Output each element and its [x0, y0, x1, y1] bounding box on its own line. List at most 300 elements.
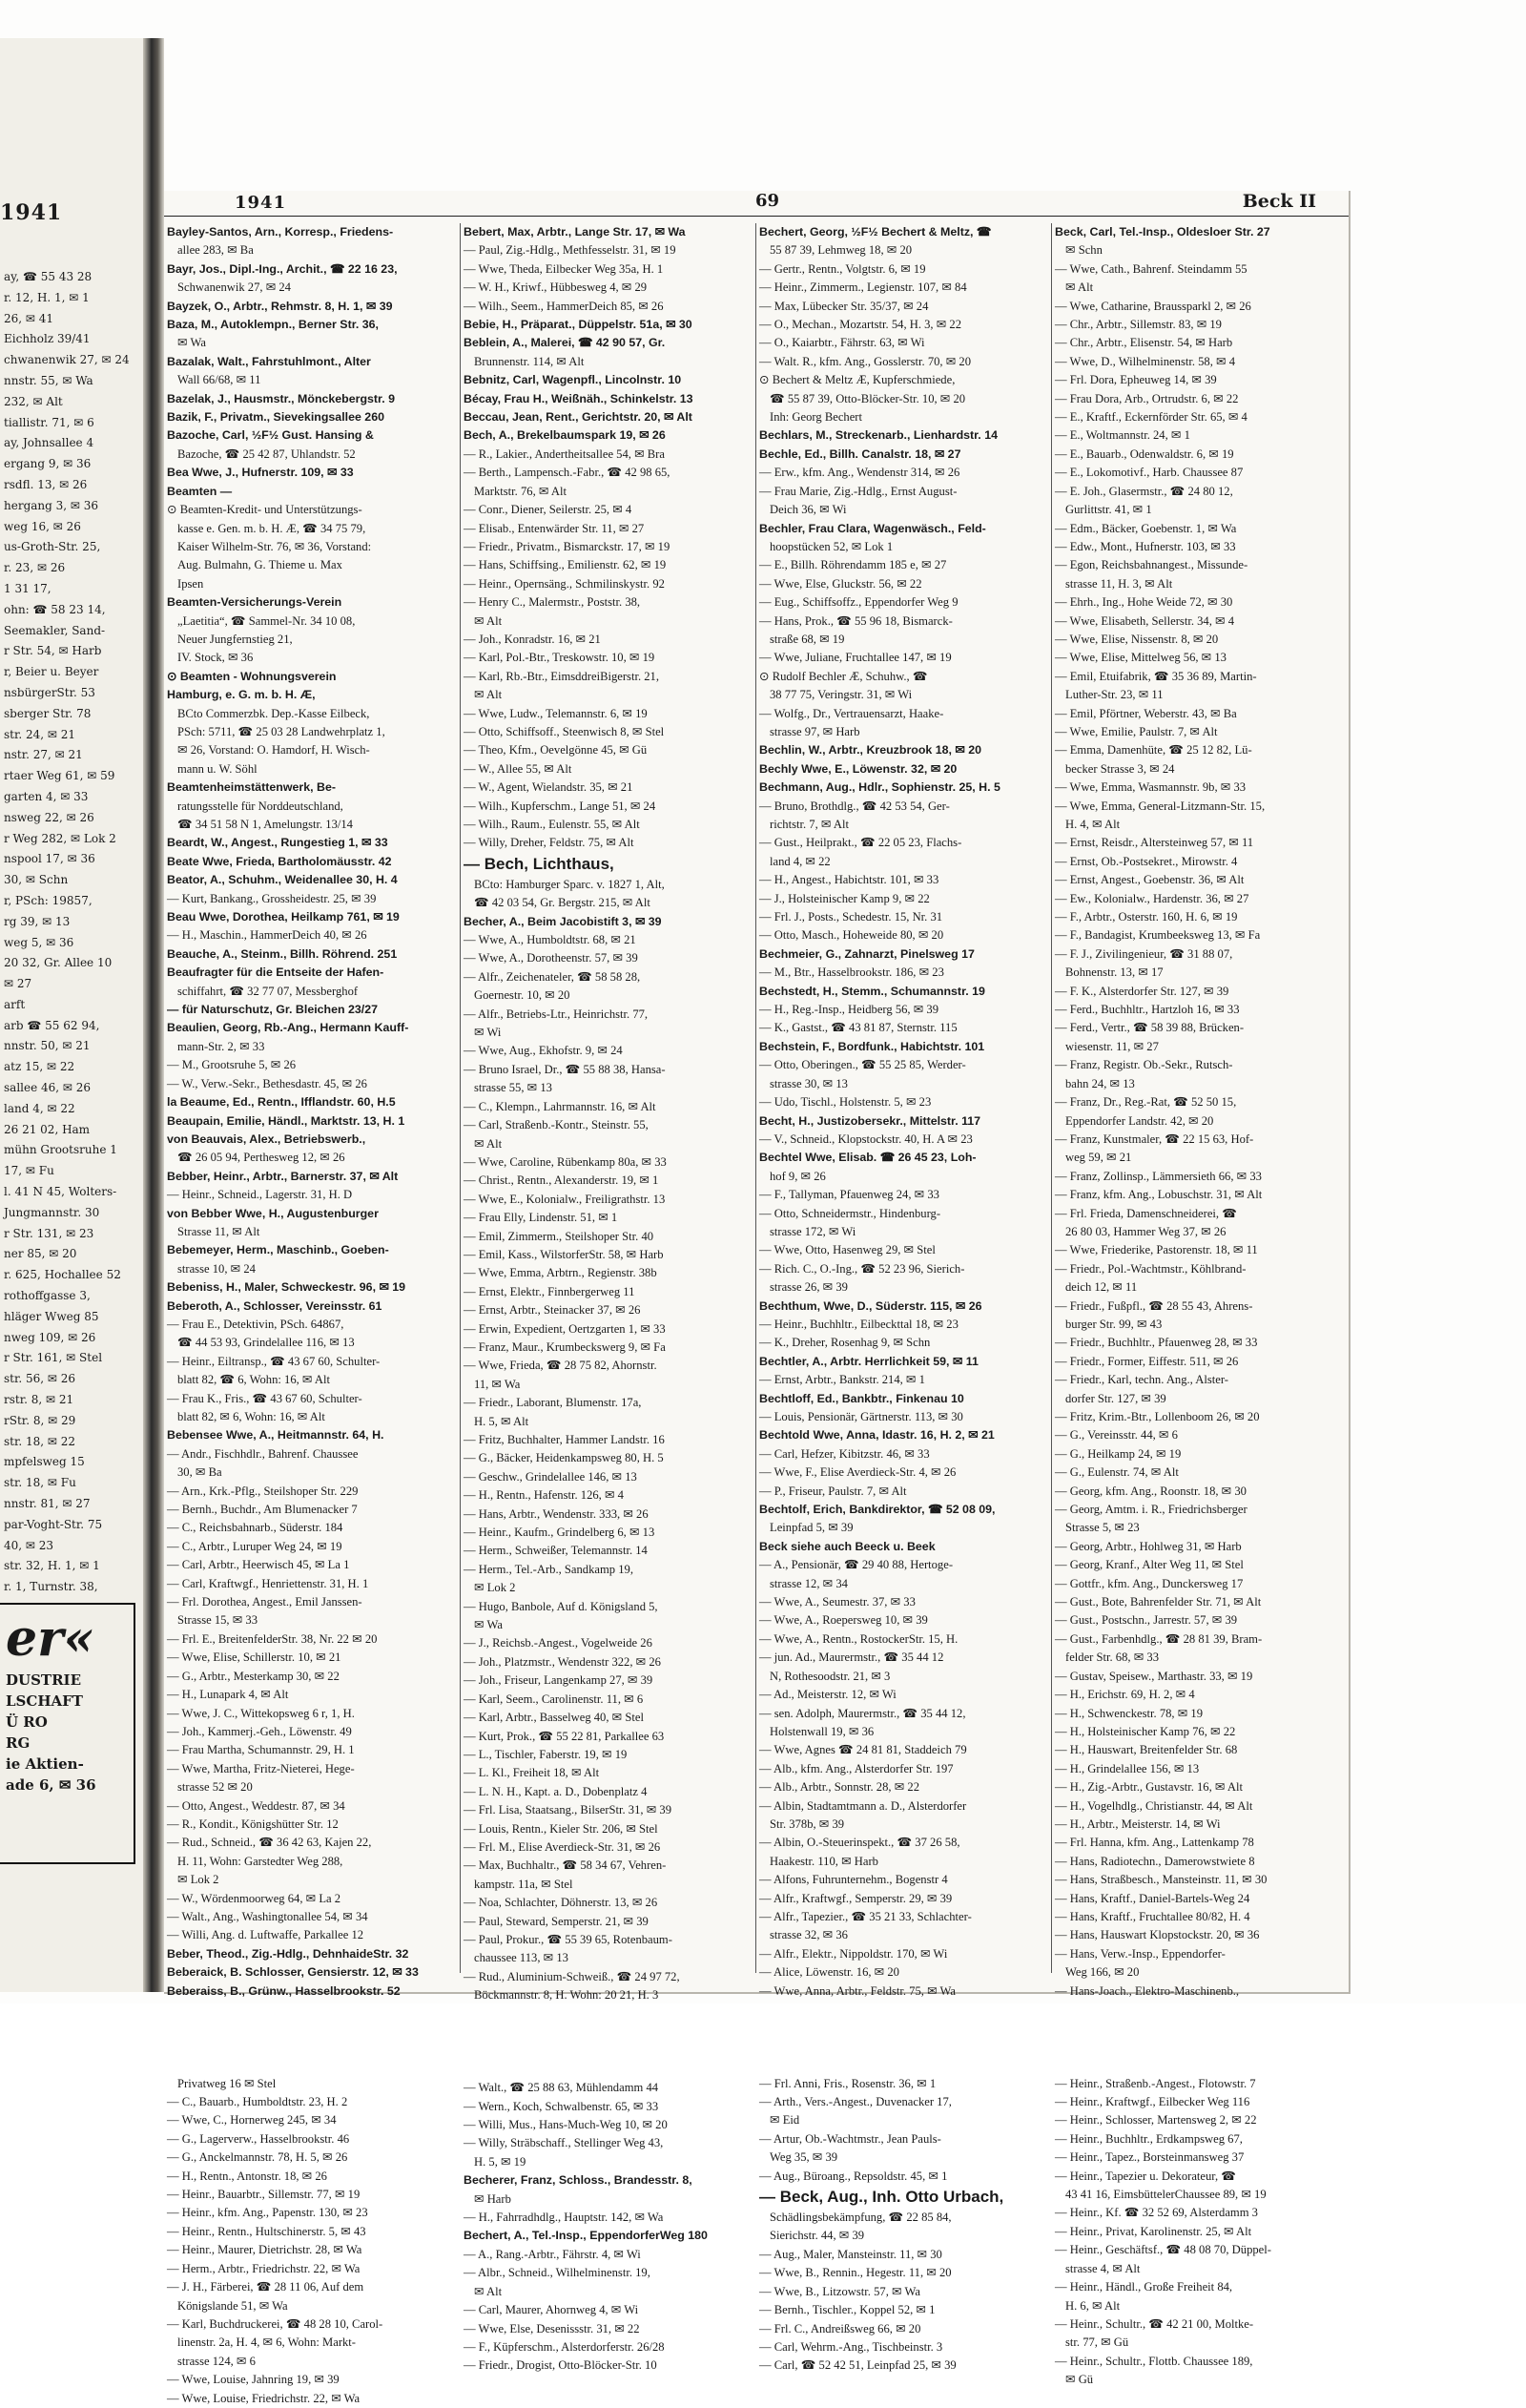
previous-page-line: us-Groth-Str. 25, [4, 540, 101, 554]
directory-entry-line: richtstr. 7, ✉ Alt [770, 818, 849, 831]
directory-entry-line: — Heinr., Kaufm., Grindelberg 6, ✉ 13 [464, 1526, 655, 1540]
page-header [164, 191, 1349, 217]
directory-entry-line: strasse 55, ✉ 13 [474, 1081, 552, 1095]
directory-entry-line: — Noa, Schlachter, Döhnerstr. 13, ✉ 26 [464, 1896, 658, 1910]
directory-column-3 [755, 223, 1052, 2373]
previous-page-line: par-Voght-Str. 75 [4, 1517, 103, 1531]
previous-page-line: nnstr. 50, ✉ 21 [4, 1039, 91, 1053]
directory-entry-line: — Ferd., Vertr., ☎ 58 39 88, Brücken- [1055, 1021, 1245, 1035]
previous-page-line: nnstr. 55, ✉ Wa [4, 373, 93, 387]
directory-entry-line: Beck siehe auch Beeck u. Beek [759, 1539, 936, 1553]
directory-entry-line: Beate Wwe, Frieda, Bartholomäusstr. 42 [167, 854, 392, 868]
directory-entry-line: Leinpfad 5, ✉ 39 [770, 1521, 854, 1535]
directory-entry-line: ⊙ Beamten - Wohnungsverein [167, 669, 337, 683]
directory-entry-line: ☎ 34 51 58 N 1, Amelungstr. 13/14 [177, 818, 353, 831]
directory-entry-line: mann-Str. 2, ✉ 33 [177, 1039, 265, 1053]
directory-entry-line: — Aug., Maler, Mansteinstr. 11, ✉ 30 [759, 2247, 942, 2261]
directory-entry-line: straße 68, ✉ 19 [770, 632, 845, 646]
previous-page-line: weg 5, ✉ 36 [4, 935, 74, 949]
directory-entry-line: — H., Grindelallee 156, ✉ 13 [1055, 1761, 1200, 1775]
previous-page-line: r, Beier u. Beyer [4, 665, 99, 679]
directory-entry-line: — Emil, Etuifabrik, ☎ 35 36 89, Martin- [1055, 669, 1257, 683]
directory-entry-line: — Willy, Dreher, Feldstr. 75, ✉ Alt [464, 836, 634, 850]
directory-entry-line: — Gust., Postschn., Jarrestr. 57, ✉ 39 [1055, 1613, 1238, 1628]
advertisement-logo-text: er« [6, 1609, 94, 1668]
directory-entry-line: H. 11, Wohn: Garstedter Weg 288, [177, 1854, 343, 1868]
directory-entry-line: Neuer Jungfernstieg 21, [177, 632, 293, 646]
directory-entry-line: Bécay, Frau H., Weißnäh., Schinkelstr. 13 [464, 391, 693, 405]
directory-entry-line: — Artur, Ob.-Wachtmstr., Jean Pauls- [759, 2131, 941, 2146]
directory-entry-line: — Frau Marie, Zig.-Hdlg., Ernst August- [759, 484, 958, 498]
directory-entry-line: — Gottfr., kfm. Ang., Dunckersweg 17 [1055, 1576, 1244, 1590]
directory-entry-line: H. 5, ✉ 19 [474, 2154, 526, 2169]
directory-entry-line: Bea Wwe, J., Hufnerstr. 109, ✉ 33 [167, 466, 354, 480]
directory-entry-line: Bazoche, Carl, ½F½ Gust. Hansing & [167, 428, 374, 443]
directory-entry-line: Wall 66/68, ✉ 11 [177, 373, 261, 387]
directory-entry-line: — Paul, Steward, Semperstr. 21, ✉ 39 [464, 1914, 649, 1928]
directory-entry-line: — Wilh., Raum., Eulenstr. 55, ✉ Alt [464, 818, 640, 831]
directory-entry-line: — F. K., Alsterdorfer Str. 127, ✉ 39 [1055, 984, 1229, 998]
previous-page-line: ay, ☎ 55 43 28 [4, 270, 93, 283]
directory-entry-line: — H., Angest., Habichtstr. 101, ✉ 33 [759, 873, 939, 887]
directory-entry-line: — Carl, Arbtr., Heerwisch 45, ✉ La 1 [167, 1558, 350, 1572]
previous-page-line: tiallistr. 71, ✉ 6 [4, 415, 94, 429]
directory-entry-line: Beaupain, Emilie, Händl., Marktstr. 13, H. 1 [167, 1113, 405, 1128]
previous-page-line: weg 16, ✉ 26 [4, 519, 81, 533]
directory-entry-line: Luther-Str. 23, ✉ 11 [1065, 688, 1164, 702]
directory-entry-line: strasse 10, ✉ 24 [177, 1261, 256, 1276]
directory-entry-line: felder Str. 68, ✉ 33 [1065, 1650, 1159, 1665]
directory-column-2 [460, 223, 756, 2373]
directory-entry-line: — für Naturschutz, Gr. Bleichen 23/27 [167, 1003, 379, 1017]
directory-entry-line: — Frl. Lisa, Staatsang., BilserStr. 31, ✉ 39 [464, 1803, 671, 1817]
directory-entry-line: Strasse 5, ✉ 23 [1065, 1521, 1140, 1535]
previous-page-line: l. 41 N 45, Wolters- [4, 1185, 117, 1199]
directory-entry-line: H. 4, ✉ Alt [1065, 818, 1121, 831]
directory-entry-line: — Karl, Buchdruckerei, ☎ 48 28 10, Carol- [167, 2316, 383, 2331]
directory-entry-line: Becht, H., Justizobersekr., Mittelstr. 117 [759, 1113, 981, 1128]
directory-entry-line: strasse 12, ✉ 34 [770, 1576, 848, 1590]
directory-entry-line: — J., Reichsb.-Angest., Vogelweide 26 [464, 1636, 652, 1650]
directory-entry-line: 38 77 75, Veringstr. 31, ✉ Wi [770, 688, 913, 702]
directory-entry-line: 30, ✉ Ba [177, 1465, 222, 1480]
previous-page-line: nspool 17, ✉ 36 [4, 852, 95, 866]
directory-entry-line: becker Strasse 3, ✉ 24 [1065, 761, 1175, 776]
directory-entry-line: mann u. W. Söhl [177, 761, 258, 776]
directory-entry-line: — Georg, Arbtr., Hohlweg 31, ✉ Harb [1055, 1539, 1242, 1553]
directory-entry-line: Bechthum, Wwe, D., Süderstr. 115, ✉ 26 [759, 1298, 982, 1313]
directory-entry-line: — H., Lunapark 4, ✉ Alt [167, 1688, 289, 1702]
previous-page-line: mühn Grootsruhe 1 [4, 1143, 117, 1157]
directory-entry-line: — Frl. Hanna, kfm. Ang., Lattenkamp 78 [1055, 1836, 1254, 1850]
directory-entry-line: — F., Küpferschm., Alsterdorferstr. 26/28 [464, 2339, 665, 2354]
directory-entry-line: kasse e. Gen. m. b. H. Æ, ☎ 34 75 79, [177, 521, 366, 535]
directory-entry-line: Bechstedt, H., Stemm., Schumannstr. 19 [759, 984, 985, 998]
directory-entry-line: Bazalak, Walt., Fahrstuhlmont., Alter [167, 354, 371, 368]
directory-entry-line: — Ferd., Buchhltr., Hartzloh 16, ✉ 33 [1055, 1003, 1240, 1017]
directory-entry-line: ✉ Lok 2 [474, 1581, 516, 1595]
directory-entry-line: Bechler, Frau Clara, Wagenwäsch., Feld- [759, 521, 986, 535]
directory-entry-line: wiesenstr. 11, ✉ 27 [1065, 1039, 1159, 1053]
directory-entry-line: — Frau Dora, Arb., Ortrudstr. 6, ✉ 22 [1055, 391, 1239, 405]
directory-entry-line: — Heinr., kfm. Ang., Papenstr. 130, ✉ 23 [167, 2206, 368, 2220]
directory-entry-line: — V., Schneid., Klopstockstr. 40, H. A ✉ 23 [759, 1131, 973, 1146]
directory-entry-line: Bechly Wwe, E., Löwenstr. 32, ✉ 20 [759, 761, 958, 776]
directory-entry-line: — Wwe, A., Seumestr. 37, ✉ 33 [759, 1595, 916, 1609]
directory-entry-line: Beberoth, A., Schlosser, Vereinsstr. 61 [167, 1298, 382, 1313]
directory-entry-line: Aug. Bulmahn, G. Thieme u. Max [177, 558, 342, 572]
directory-entry-line: weg 59, ✉ 21 [1065, 1151, 1132, 1165]
directory-entry-line: — Ernst, Arbtr., Bankstr. 214, ✉ 1 [759, 1373, 925, 1387]
directory-entry-line: — Wwe, B., Rennin., Hegestr. 11, ✉ 20 [759, 2266, 952, 2280]
directory-entry-line: — Ernst, Reisdr., Altersteinweg 57, ✉ 11 [1055, 836, 1254, 850]
directory-entry-line: — Rud., Aluminium-Schweiß., ☎ 24 97 72, [464, 1969, 680, 1983]
directory-entry-line: Becher, A., Beim Jacobistift 3, ✉ 39 [464, 914, 662, 928]
directory-entry-line: — H., Reg.-Insp., Heidberg 56, ✉ 39 [759, 1003, 939, 1017]
previous-page-line: str. 18, ✉ Fu [4, 1476, 76, 1490]
directory-entry-line: — Max, Lübecker Str. 35/37, ✉ 24 [759, 299, 929, 313]
previous-page-line: arb ☎ 55 62 94, [4, 1018, 100, 1032]
directory-entry-line: — Wwe, Aug., Ekhofstr. 9, ✉ 24 [464, 1044, 623, 1058]
directory-entry-line: — Georg, kfm. Ang., Roonstr. 18, ✉ 30 [1055, 1484, 1247, 1498]
directory-entry-line: — Wilh., Kupferschm., Lange 51, ✉ 24 [464, 799, 656, 813]
directory-entry-line: — Albr., Schneid., Wilhelminenstr. 19, [464, 2266, 650, 2280]
directory-entry-line: — H., Maschin., HammerDeich 40, ✉ 26 [167, 928, 367, 943]
directory-entry-line: Inh: Georg Bechert [770, 410, 862, 425]
directory-entry-line: — Friedr., Laborant, Blumenstr. 17a, [464, 1396, 642, 1410]
directory-entry-line: — Willi, Ang. d. Luftwaffe, Parkallee 12 [167, 1928, 364, 1942]
directory-entry-line: „Laetitia“, ☎ Sammel-Nr. 34 10 08, [177, 613, 356, 628]
directory-entry-line: — Wwe, Else, Desenissstr. 31, ✉ 22 [464, 2321, 640, 2335]
directory-entry-line: — Theo, Kfm., Oevelgönne 45, ✉ Gü [464, 743, 648, 758]
directory-entry-line: — H., Holsteinischer Kamp 76, ✉ 22 [1055, 1724, 1236, 1738]
directory-entry-line: N, Rothesoodstr. 21, ✉ 3 [770, 1669, 891, 1683]
directory-column-1 [164, 223, 460, 2405]
directory-entry-line: — Fritz, Buchhalter, Hammer Landstr. 16 [464, 1433, 665, 1446]
previous-page-line: arft [4, 997, 26, 1011]
directory-entry-line: Brunnenstr. 114, ✉ Alt [474, 354, 585, 368]
previous-page-line: chwanenwik 27, ✉ 24 [4, 353, 130, 367]
directory-entry-line: — Franz, kfm. Ang., Lobuschstr. 31, ✉ Alt [1055, 1188, 1263, 1202]
previous-page-line: rStr. 8, ✉ 29 [4, 1413, 76, 1427]
directory-entry-line: Beber, Theod., Zig.-Hdlg., DehnhaideStr. 32 [167, 1946, 409, 1961]
directory-entry-line: Beck, Carl, Tel.-Insp., Oldesloer Str. 27 [1055, 225, 1270, 239]
previous-page-line: Jungmannstr. 30 [4, 1205, 100, 1219]
directory-entry-line: — Ew., Kolonialw., Hardenstr. 36, ✉ 27 [1055, 891, 1249, 905]
advertisement-lines [0, 1670, 134, 1796]
page-number: 69 [755, 191, 780, 211]
directory-entry-line: — Wwe, Catharine, Braussparkl 2, ✉ 26 [1055, 299, 1251, 313]
previous-page-line: Eichholz 39/41 [4, 332, 91, 346]
directory-entry-line: — Walt., ☎ 25 88 63, Mühlendamm 44 [464, 2081, 659, 2095]
directory-entry-line: — Wwe, Juliane, Fruchtallee 147, ✉ 19 [759, 651, 952, 665]
directory-entry-line: Beau Wwe, Dorothea, Heilkamp 761, ✉ 19 [167, 910, 400, 924]
directory-entry-line: — Otto, Angest., Weddestr. 87, ✉ 34 [167, 1798, 345, 1813]
directory-entry-line: Bebie, H., Präparat., Düppelstr. 51a, ✉ 30 [464, 318, 692, 332]
directory-entry-line: — Alfr., Tapezier., ☎ 35 21 33, Schlachter- [759, 1909, 972, 1923]
previous-page-line: garten 4, ✉ 33 [4, 789, 89, 803]
directory-entry-line: — Wwe, J. C., Wittekopsweg 6 r, 1, H. [167, 1706, 355, 1720]
previous-page-line: ohn: ☎ 58 23 14, [4, 602, 106, 616]
directory-entry-line: — Heinr., Zimmerm., Legienstr. 107, ✉ 84 [759, 280, 967, 295]
directory-entry-line: Strasse 11, ✉ Alt [177, 1224, 260, 1238]
directory-entry-line: — Herm., Tel.-Arb., Sandkamp 19, [464, 1562, 633, 1576]
directory-entry-line: — Ad., Meisterstr. 12, ✉ Wi [759, 1688, 897, 1702]
directory-entry-line: — Wwe, Theda, Eilbecker Weg 35a, H. 1 [464, 261, 664, 276]
directory-entry-line: — Frl. M., Elise Averdieck-Str. 31, ✉ 26 [464, 1839, 661, 1854]
advertisement-box [0, 1603, 135, 1864]
directory-entry-line: — Frl. Dora, Epheuweg 14, ✉ 39 [1055, 373, 1217, 387]
page-year: 1941 [235, 193, 287, 213]
directory-entry-line: — P., Friseur, Paulstr. 7, ✉ Alt [759, 1484, 907, 1498]
advertisement-line: LSCHAFT [6, 1692, 83, 1710]
previous-page-line: r, PSch: 19857, [4, 893, 93, 907]
previous-page-line: r Str. 161, ✉ Stel [4, 1351, 103, 1365]
previous-page-line: r. 1, Turnstr. 38, [4, 1580, 98, 1594]
directory-entry-line: — Wolfg., Dr., Vertrauensarzt, Haake- [759, 706, 944, 720]
directory-entry-line: ✉ Wi [474, 1026, 502, 1040]
directory-entry-line: — Wwe, Emma, General-Litzmann-Str. 15, [1055, 799, 1266, 813]
directory-entry-line: — F., Arbtr., Osterstr. 160, H. 6, ✉ 19 [1055, 910, 1238, 924]
directory-entry-line: — Bernh., Buchdr., Am Blumenacker 7 [167, 1503, 358, 1517]
directory-entry-line: — Wwe, Emma, Wasmannstr. 9b, ✉ 33 [1055, 780, 1247, 795]
directory-entry-line: — Gust., Farbenhdlg., ☎ 28 81 39, Bram- [1055, 1631, 1263, 1646]
previous-page-line: ✉ 27 [4, 977, 32, 991]
directory-entry-line: — Hans, Kraftf., Daniel-Bartels-Weg 24 [1055, 1891, 1250, 1905]
previous-page-lines [4, 267, 137, 1598]
directory-entry-line: — Frau Martha, Schumannstr. 29, H. 1 [167, 1743, 355, 1757]
directory-entry-line: 26 80 03, Hammer Weg 37, ✉ 26 [1065, 1224, 1227, 1238]
directory-entry-line: — C., Arbtr., Luruper Weg 24, ✉ 19 [167, 1539, 342, 1553]
directory-entry-line: Schädlingsbekämpfung, ☎ 22 85 84, [770, 2211, 952, 2225]
directory-entry-line: — Frl. E., BreitenfelderStr. 38, Nr. 22 ✉ 20 [167, 1631, 378, 1646]
directory-entry-line: Beator, A., Schuhm., Weidenallee 30, H. 4 [167, 873, 398, 887]
directory-entry-line: — Egon, Reichsbahnangest., Missunde- [1055, 558, 1248, 572]
directory-entry-line: Bazik, F., Privatm., Sievekingsallee 260 [167, 410, 384, 425]
directory-entry-line: — H., Schwenckestr. 78, ✉ 19 [1055, 1706, 1204, 1720]
directory-entry-line: — Wwe, Elise, Mittelweg 56, ✉ 13 [1055, 651, 1227, 665]
directory-entry-line: — Otto, Oberingen., ☎ 55 25 85, Werder- [759, 1058, 966, 1072]
directory-entry-line: — Alfr., Betriebs-Ltr., Heinrichstr. 77, [464, 1007, 649, 1021]
directory-entry-line: — E., Woltmannstr. 24, ✉ 1 [1055, 428, 1190, 443]
directory-entry-line: — A., Rang.-Arbtr., Fährstr. 4, ✉ Wi [464, 2247, 641, 2261]
directory-entry-line: — Beck, Aug., Inh. Otto Urbach, [759, 2188, 1004, 2207]
directory-entry-line: strasse 26, ✉ 39 [770, 1280, 848, 1295]
directory-entry-line: 55 87 39, Lehmweg 18, ✉ 20 [770, 243, 913, 258]
directory-entry-line: Beblein, A., Malerei, ☎ 42 90 57, Gr. [464, 336, 666, 350]
directory-entry-line: — Louis, Pensionär, Gärtnerstr. 113, ✉ 30 [759, 1410, 963, 1423]
directory-entry-line: — H., Hauswart, Breitenfelder Str. 68 [1055, 1743, 1238, 1757]
directory-entry-line: strasse 11, H. 3, ✉ Alt [1065, 576, 1173, 591]
directory-entry-line: — Eug., Schiffsoffz., Eppendorfer Weg 9 [759, 595, 959, 610]
directory-entry-line: Beamten — [167, 484, 233, 498]
directory-entry-line: — Paul, Zig.-Hdlg., Methfesselstr. 31, ✉ 19 [464, 243, 676, 258]
directory-entry-line: — O., Kaiarbtr., Fährstr. 63, ✉ Wi [759, 336, 925, 350]
directory-entry-line: — Walt., Ang., Washingtonallee 54, ✉ 34 [167, 1909, 368, 1923]
directory-entry-line: — Christ., Rentn., Alexanderstr. 19, ✉ 1 [464, 1173, 659, 1188]
previous-page-line: str. 24, ✉ 21 [4, 727, 76, 741]
directory-entry-line: land 4, ✉ 22 [770, 854, 831, 868]
directory-entry-line: Bayzek, O., Arbtr., Rehmstr. 8, H. 1, ✉ 39 [167, 299, 393, 313]
directory-entry-line: — Bech, Lichthaus, [464, 854, 614, 873]
book-gutter [143, 38, 164, 1992]
directory-entry-line: — Alb., Arbtr., Sonnstr. 28, ✉ 22 [759, 1780, 919, 1795]
directory-entry-line: ✉ Harb [474, 2191, 511, 2206]
directory-entry-line: — Wwe, F., Elise Averdieck-Str. 4, ✉ 26 [759, 1465, 957, 1480]
directory-entry-line: — E., Billh. Röhrendamm 185 e, ✉ 27 [759, 558, 947, 572]
directory-entry-line: — Heinr., Schultr., ☎ 42 21 00, Moltke- [1055, 2316, 1254, 2331]
directory-entry-line: ✉ Lok 2 [177, 1873, 219, 1887]
directory-entry-line: — Friedr., Former, Eiffestr. 511, ✉ 26 [1055, 1354, 1239, 1368]
directory-entry-line: — Willy, Sträbschaff., Stellinger Weg 43, [464, 2136, 664, 2150]
directory-entry-line: Beaufragter für die Entseite der Hafen- [167, 965, 384, 980]
directory-entry-line: Bazelak, J., Hausmstr., Mönckebergstr. 9 [167, 391, 395, 405]
directory-entry-line: — G., Lagerverw., Hasselbrookstr. 46 [167, 2131, 350, 2146]
directory-entry-line: 11, ✉ Wa [474, 1377, 521, 1391]
directory-entry-line: Bechtloff, Ed., Bankbtr., Finkenau 10 [759, 1391, 964, 1405]
directory-entry-line: — C., Reichsbahnarb., Süderstr. 184 [167, 1521, 343, 1535]
directory-entry-line: — Wwe, Agnes ☎ 24 81 81, Staddeich 79 [759, 1743, 967, 1757]
directory-entry-line: — Georg, Amtm. i. R., Friedrichsberger [1055, 1503, 1248, 1517]
directory-entry-line: — Hans, Hauswart Klopstockstr. 20, ✉ 36 [1055, 1928, 1260, 1942]
directory-entry-line: — Wwe, Otto, Hasenweg 29, ✉ Stel [759, 1243, 936, 1257]
directory-entry-line: — J. H., Färberei, ☎ 28 11 06, Auf dem [167, 2280, 364, 2294]
directory-entry-line: — O., Mechan., Mozartstr. 54, H. 3, ✉ 22 [759, 318, 962, 332]
directory-entry-line: ✉ Schn [1065, 243, 1103, 258]
directory-entry-line: — Otto, Schneidermstr., Hindenburg- [759, 1206, 941, 1220]
advertisement-line: ie Aktien- [6, 1755, 84, 1773]
previous-page-line: r Weg 282, ✉ Lok 2 [4, 831, 116, 845]
advertisement-line: Ü RO [6, 1713, 48, 1731]
directory-entry-line: — W. H., Kriwf., Hübbesweg 4, ✉ 29 [464, 280, 648, 295]
advertisement-line: DUSTRIE [6, 1671, 81, 1689]
advertisement-line: ade 6, ✉ 36 [6, 1776, 96, 1794]
previous-page-line: nweg 109, ✉ 26 [4, 1330, 96, 1344]
directory-entry-line: Beauche, A., Steinm., Billh. Röhrend. 251 [167, 946, 398, 961]
directory-entry-line: Bechert, A., Tel.-Insp., EppendorferWeg 180 [464, 2229, 708, 2243]
directory-entry-line: — Otto, Masch., Hoheweide 80, ✉ 20 [759, 928, 944, 943]
previous-page-line: r. 625, Hochallee 52 [4, 1268, 121, 1282]
directory-entry-line: — H., Arbtr., Meisterstr. 14, ✉ Wi [1055, 1816, 1221, 1831]
directory-entry-line: — G., Arbtr., Mesterkamp 30, ✉ 22 [167, 1669, 340, 1683]
directory-entry-line: Bebber, Heinr., Arbtr., Barnerstr. 37, ✉ Alt [167, 1169, 399, 1183]
previous-page-line: 20 32, Gr. Allee 10 [4, 956, 113, 970]
directory-entry-line: — J., Holsteinischer Kamp 9, ✉ 22 [759, 891, 930, 905]
directory-entry-line: von Bebber Wwe, H., Augustenburger [167, 1206, 379, 1220]
directory-entry-line: ⊙ Rudolf Bechler Æ, Schuhw., ☎ [759, 669, 928, 683]
directory-entry-line: Bayr, Jos., Dipl.-Ing., Archit., ☎ 22 16 23, [167, 261, 398, 276]
previous-page-line: str. 56, ✉ 26 [4, 1372, 76, 1386]
directory-entry-line: — Franz, Zollinsp., Lämmersieth 66, ✉ 33 [1055, 1169, 1262, 1183]
directory-entry-line: — Herm., Arbtr., Friedrichstr. 22, ✉ Wa [167, 2261, 361, 2275]
directory-entry-line: — Henry C., Malermstr., Poststr. 38, [464, 595, 641, 610]
previous-page-line: mpfelsweg 15 [4, 1455, 85, 1469]
previous-page-line: str. 32, H. 1, ✉ 1 [4, 1559, 100, 1573]
directory-entry-line: — Heinr., Rentn., Hultschinerstr. 5, ✉ 43 [167, 2224, 366, 2238]
directory-entry-line: — Heinr., Privat, Karolinenstr. 25, ✉ Alt [1055, 2224, 1252, 2238]
directory-entry-line: Bebeniss, H., Maler, Schweckestr. 96, ✉ 19 [167, 1280, 406, 1295]
directory-entry-line: Bechert, Georg, ½F½ Bechert & Meltz, ☎ [759, 225, 992, 239]
directory-entry-line: — L. N. H., Kapt. a. D., Dobenplatz 4 [464, 1784, 648, 1798]
directory-entry-line: — Kurt, Prok., ☎ 55 22 81, Parkallee 63 [464, 1729, 665, 1743]
directory-entry-line: — Paul, Prokur., ☎ 55 39 65, Rotenbaum- [464, 1932, 672, 1946]
directory-entry-line: Holstenwall 19, ✉ 36 [770, 1724, 875, 1738]
directory-entry-line: — Heinr., Eiltransp., ☎ 43 67 60, Schulter- [167, 1354, 381, 1368]
directory-entry-line: — Gertr., Rentn., Volgtstr. 6, ✉ 19 [759, 261, 926, 276]
directory-entry-line: — W., Allee 55, ✉ Alt [464, 761, 572, 776]
directory-entry-line: — Heinr., Tapez., Borsteinmansweg 37 [1055, 2150, 1245, 2165]
directory-entry-line: — Friedr., Drogist, Otto-Blöcker-Str. 10 [464, 2358, 657, 2373]
directory-entry-line: — Joh., Platzmstr., Wendenstr 322, ✉ 26 [464, 1654, 661, 1669]
directory-entry-line: — R., Lakier., Andertheitsallee 54, ✉ Bra [464, 446, 665, 461]
directory-entry-line: — Wwe, Cath., Bahrenf. Steindamm 55 [1055, 261, 1248, 276]
directory-entry-line: blatt 82, ✉ 6, Wohn: 16, ✉ Alt [177, 1410, 325, 1423]
directory-entry-line: Beardt, W., Angest., Rungestieg 1, ✉ 33 [167, 836, 388, 850]
directory-entry-line: — Gust., Heilprakt., ☎ 22 05 23, Flachs- [759, 836, 962, 850]
directory-entry-line: — jun. Ad., Maurermstr., ☎ 35 44 12 [759, 1650, 944, 1665]
directory-entry-line: chaussee 113, ✉ 13 [474, 1951, 568, 1965]
directory-entry-line: — G., Heilkamp 24, ✉ 19 [1055, 1446, 1182, 1461]
directory-entry-line: — Friedr., Privatm., Bismarckstr. 17, ✉ 19 [464, 539, 670, 553]
directory-entry-line: Bohnenstr. 13, ✉ 17 [1065, 965, 1164, 980]
previous-page-line: ay, Johnsallee 4 [4, 436, 94, 450]
directory-entry-line: — W., Verw.-Sekr., Bethesdastr. 45, ✉ 26 [167, 1076, 367, 1090]
directory-entry-line: — Geschw., Grindelallee 146, ✉ 13 [464, 1469, 637, 1484]
directory-entry-line: — Chr., Arbtr., Sillemstr. 83, ✉ 19 [1055, 318, 1222, 332]
directory-entry-line: Deich 36, ✉ Wi [770, 503, 847, 517]
directory-entry-line: — Heinr., Tapezier u. Dekorateur, ☎ [1055, 2169, 1236, 2183]
directory-entry-line: — Ehrh., Ing., Hohe Weide 72, ✉ 30 [1055, 595, 1233, 610]
directory-entry-line: Beaulien, Georg, Rb.-Ang., Hermann Kauff- [167, 1021, 409, 1035]
directory-entry-line: Bechtold Wwe, Anna, Idastr. 16, H. 2, ✉ 21 [759, 1428, 995, 1443]
directory-entry-line: Hamburg, e. G. m. b. H. Æ, [167, 688, 316, 702]
directory-entry-line: — Carl, Wehrm.-Ang., Tischbeinstr. 3 [759, 2339, 943, 2354]
directory-entry-line: — Wwe, Caroline, Rübenkamp 80a, ✉ 33 [464, 1154, 667, 1169]
directory-entry-line: strasse 4, ✉ Alt [1065, 2261, 1141, 2275]
directory-entry-line: — Otto, Schiffsoff., Steenwisch 8, ✉ Stel [464, 724, 665, 738]
directory-entry-line: — Franz, Registr. Ob.-Sekr., Rutsch- [1055, 1058, 1233, 1072]
directory-entry-line: — Karl, Rb.-Btr., EimsddreiBigerstr. 21, [464, 669, 659, 683]
directory-entry-line: — G., Bäcker, Heidenkampsweg 80, H. 5 [464, 1451, 664, 1465]
previous-page-line: rothoffgasse 3, [4, 1289, 91, 1303]
directory-entry-line: Weg 166, ✉ 20 [1065, 1965, 1140, 1980]
previous-page-line: rsdfl. 13, ✉ 26 [4, 477, 88, 491]
directory-entry-line: — Alb., kfm. Ang., Alsterdorfer Str. 197 [759, 1761, 954, 1775]
directory-entry-line: — Kurt, Bankang., Grossheidestr. 25, ✉ 39 [167, 891, 377, 905]
directory-entry-line: — Heinr., Opernsäng., Schmilinskystr. 92 [464, 576, 665, 591]
directory-entry-line: — K., Dreher, Rosenhag 9, ✉ Schn [759, 1336, 931, 1350]
directory-entry-line: — Bernh., Tischler., Koppel 52, ✉ 1 [759, 2303, 936, 2317]
directory-entry-line: — Frau Elly, Lindenstr. 51, ✉ 1 [464, 1211, 618, 1225]
directory-entry-line: — Franz, Kunstmaler, ☎ 22 15 63, Hof- [1055, 1131, 1254, 1146]
directory-entry-line: ☎ 42 03 54, Gr. Bergstr. 215, ✉ Alt [474, 896, 650, 910]
directory-entry-line: IV. Stock, ✉ 36 [177, 651, 254, 665]
directory-entry-line: — Wwe, D., Wilhelminenstr. 58, ✉ 4 [1055, 354, 1236, 368]
directory-entry-line: — Wwe, E., Kolonialw., Freiligrathstr. 13 [464, 1192, 666, 1206]
directory-entry-line: la Beaume, Ed., Rentn., Ifflandstr. 60, H.5 [167, 1095, 396, 1110]
page-running-head: Beck II [1242, 191, 1316, 212]
directory-entry-line: — Gustav, Speisew., Marthastr. 33, ✉ 19 [1055, 1669, 1253, 1683]
directory-entry-line: — Heinr., Maurer, Dietrichstr. 28, ✉ Wa [167, 2243, 362, 2257]
directory-entry-line: — Wwe, Elisabeth, Sellerstr. 34, ✉ 4 [1055, 613, 1235, 628]
directory-entry-line: ✉ Alt [1065, 280, 1094, 295]
directory-entry-line: ratungsstelle für Norddeutschland, [177, 799, 343, 813]
directory-entry-line: Bebert, Max, Arbtr., Lange Str. 17, ✉ Wa [464, 225, 686, 239]
directory-entry-line: ✉ Alt [474, 1136, 503, 1151]
directory-entry-line: ✉ Alt [474, 613, 503, 628]
previous-page-line: 26, ✉ 41 [4, 311, 54, 325]
directory-entry-line: — Hans, Arbtr., Wendenstr. 333, ✉ 26 [464, 1506, 649, 1521]
